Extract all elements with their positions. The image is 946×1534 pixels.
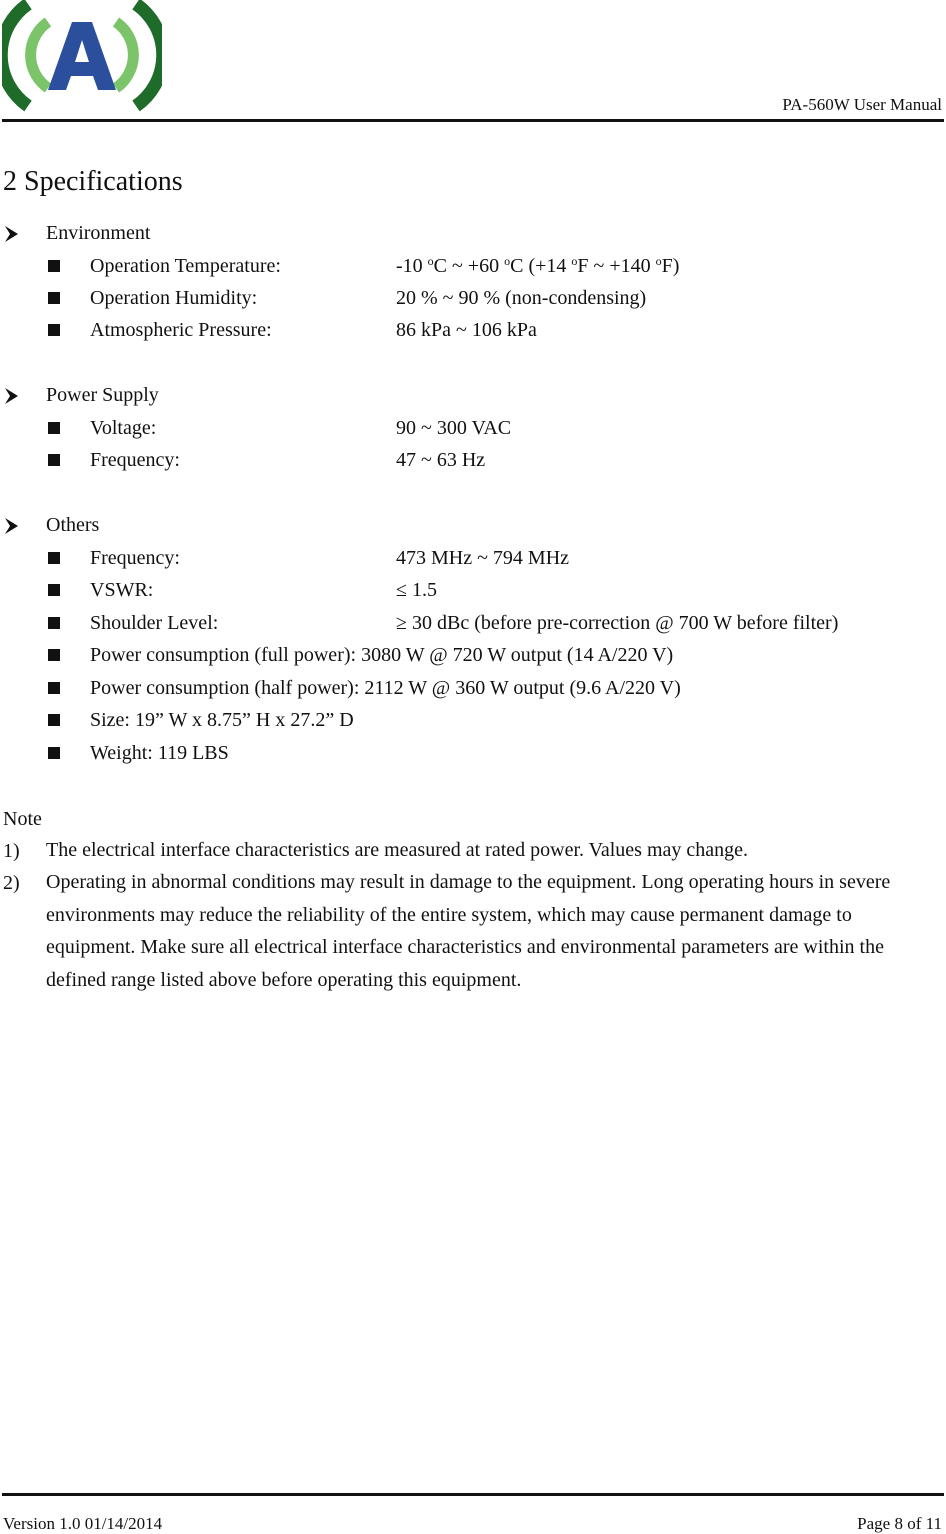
arrow-bullet-icon bbox=[3, 222, 21, 246]
square-bullet-icon bbox=[48, 552, 60, 564]
note-number: 2) bbox=[3, 872, 20, 894]
square-bullet-icon bbox=[48, 617, 60, 629]
section-label: Environment bbox=[46, 222, 151, 244]
square-bullet-icon bbox=[48, 682, 60, 694]
company-logo-icon bbox=[2, 0, 162, 112]
spec-item bbox=[0, 417, 940, 441]
spec-value: ≤ 1.5 bbox=[396, 579, 437, 601]
spec-label: Voltage: bbox=[90, 417, 157, 439]
spec-label: Power consumption (full power): 3080 W @ 720 W output (14 A/220 V) bbox=[90, 644, 674, 666]
spec-label: VSWR: bbox=[90, 579, 154, 601]
spec-item bbox=[0, 612, 940, 636]
spec-label: Size: 19” W x 8.75” H x 27.2” D bbox=[90, 709, 354, 731]
spec-value: 473 MHz ~ 794 MHz bbox=[396, 547, 570, 569]
spec-item bbox=[0, 449, 940, 473]
footer-page-number: Page 8 of 11 bbox=[857, 1514, 942, 1533]
spec-label: Power consumption (half power): 2112 W @ 360 W output (9.6 A/220 V) bbox=[90, 677, 681, 699]
note-title: Note bbox=[3, 808, 42, 830]
spec-value: -10 $^o$C ~ +60 $^o$C (+14 $^o$F ~ +140 $^o$F) bbox=[396, 254, 680, 277]
square-bullet-icon bbox=[48, 454, 60, 466]
note-number: 1) bbox=[3, 840, 20, 862]
spec-value: 90 ~ 300 VAC bbox=[396, 417, 512, 439]
section-label: Power Supply bbox=[46, 384, 159, 406]
spec-label: Operation Temperature: bbox=[90, 255, 281, 277]
spec-value: 86 kPa ~ 106 kPa bbox=[396, 319, 537, 341]
spec-item bbox=[0, 255, 940, 279]
spec-item bbox=[0, 644, 940, 668]
note-text: The electrical interface characteristics are measured at rated power. Values may change. bbox=[46, 839, 749, 861]
square-bullet-icon bbox=[48, 324, 60, 336]
spec-item bbox=[0, 547, 940, 571]
spec-label: Shoulder Level: bbox=[90, 612, 219, 634]
spec-item bbox=[0, 287, 940, 311]
square-bullet-icon bbox=[48, 292, 60, 304]
square-bullet-icon bbox=[48, 260, 60, 272]
spec-value: ≥ 30 dBc (before pre-correction @ 700 W before filter) bbox=[396, 612, 839, 634]
spec-item bbox=[0, 579, 940, 603]
spec-value: 20 % ~ 90 % (non-condensing) bbox=[396, 287, 647, 309]
spec-value: 47 ~ 63 Hz bbox=[396, 449, 486, 471]
square-bullet-icon bbox=[48, 649, 60, 661]
footer-version: Version 1.0 01/14/2014 bbox=[3, 1514, 163, 1533]
square-bullet-icon bbox=[48, 747, 60, 759]
square-bullet-icon bbox=[48, 584, 60, 596]
spec-label: Atmospheric Pressure: bbox=[90, 319, 272, 341]
square-bullet-icon bbox=[48, 714, 60, 726]
arrow-bullet-icon bbox=[3, 384, 21, 408]
spec-item bbox=[0, 709, 940, 733]
section-title: 2 Specifications bbox=[3, 166, 183, 197]
square-bullet-icon bbox=[48, 422, 60, 434]
header-title: PA-560W User Manual bbox=[782, 95, 942, 114]
spec-item bbox=[0, 742, 940, 766]
spec-label: Frequency: bbox=[90, 547, 180, 569]
header-rule bbox=[2, 119, 944, 122]
spec-item bbox=[0, 677, 940, 701]
footer-rule bbox=[2, 1493, 944, 1496]
spec-item bbox=[0, 319, 940, 343]
arrow-bullet-icon bbox=[3, 514, 21, 538]
spec-label: Frequency: bbox=[90, 449, 180, 471]
spec-label: Operation Humidity: bbox=[90, 287, 258, 309]
section-label: Others bbox=[46, 514, 100, 536]
spec-label: Weight: 119 LBS bbox=[90, 742, 229, 764]
note-text: Operating in abnormal conditions may result in damage to the equipment. Long operating hours in severe environments may reduce the reliability of the entire system, which may cause permanent damage to equipment. Make sure all electrical interface characteristics and environmental parameters are within the defined range listed above before operating this equipment. bbox=[46, 871, 891, 991]
